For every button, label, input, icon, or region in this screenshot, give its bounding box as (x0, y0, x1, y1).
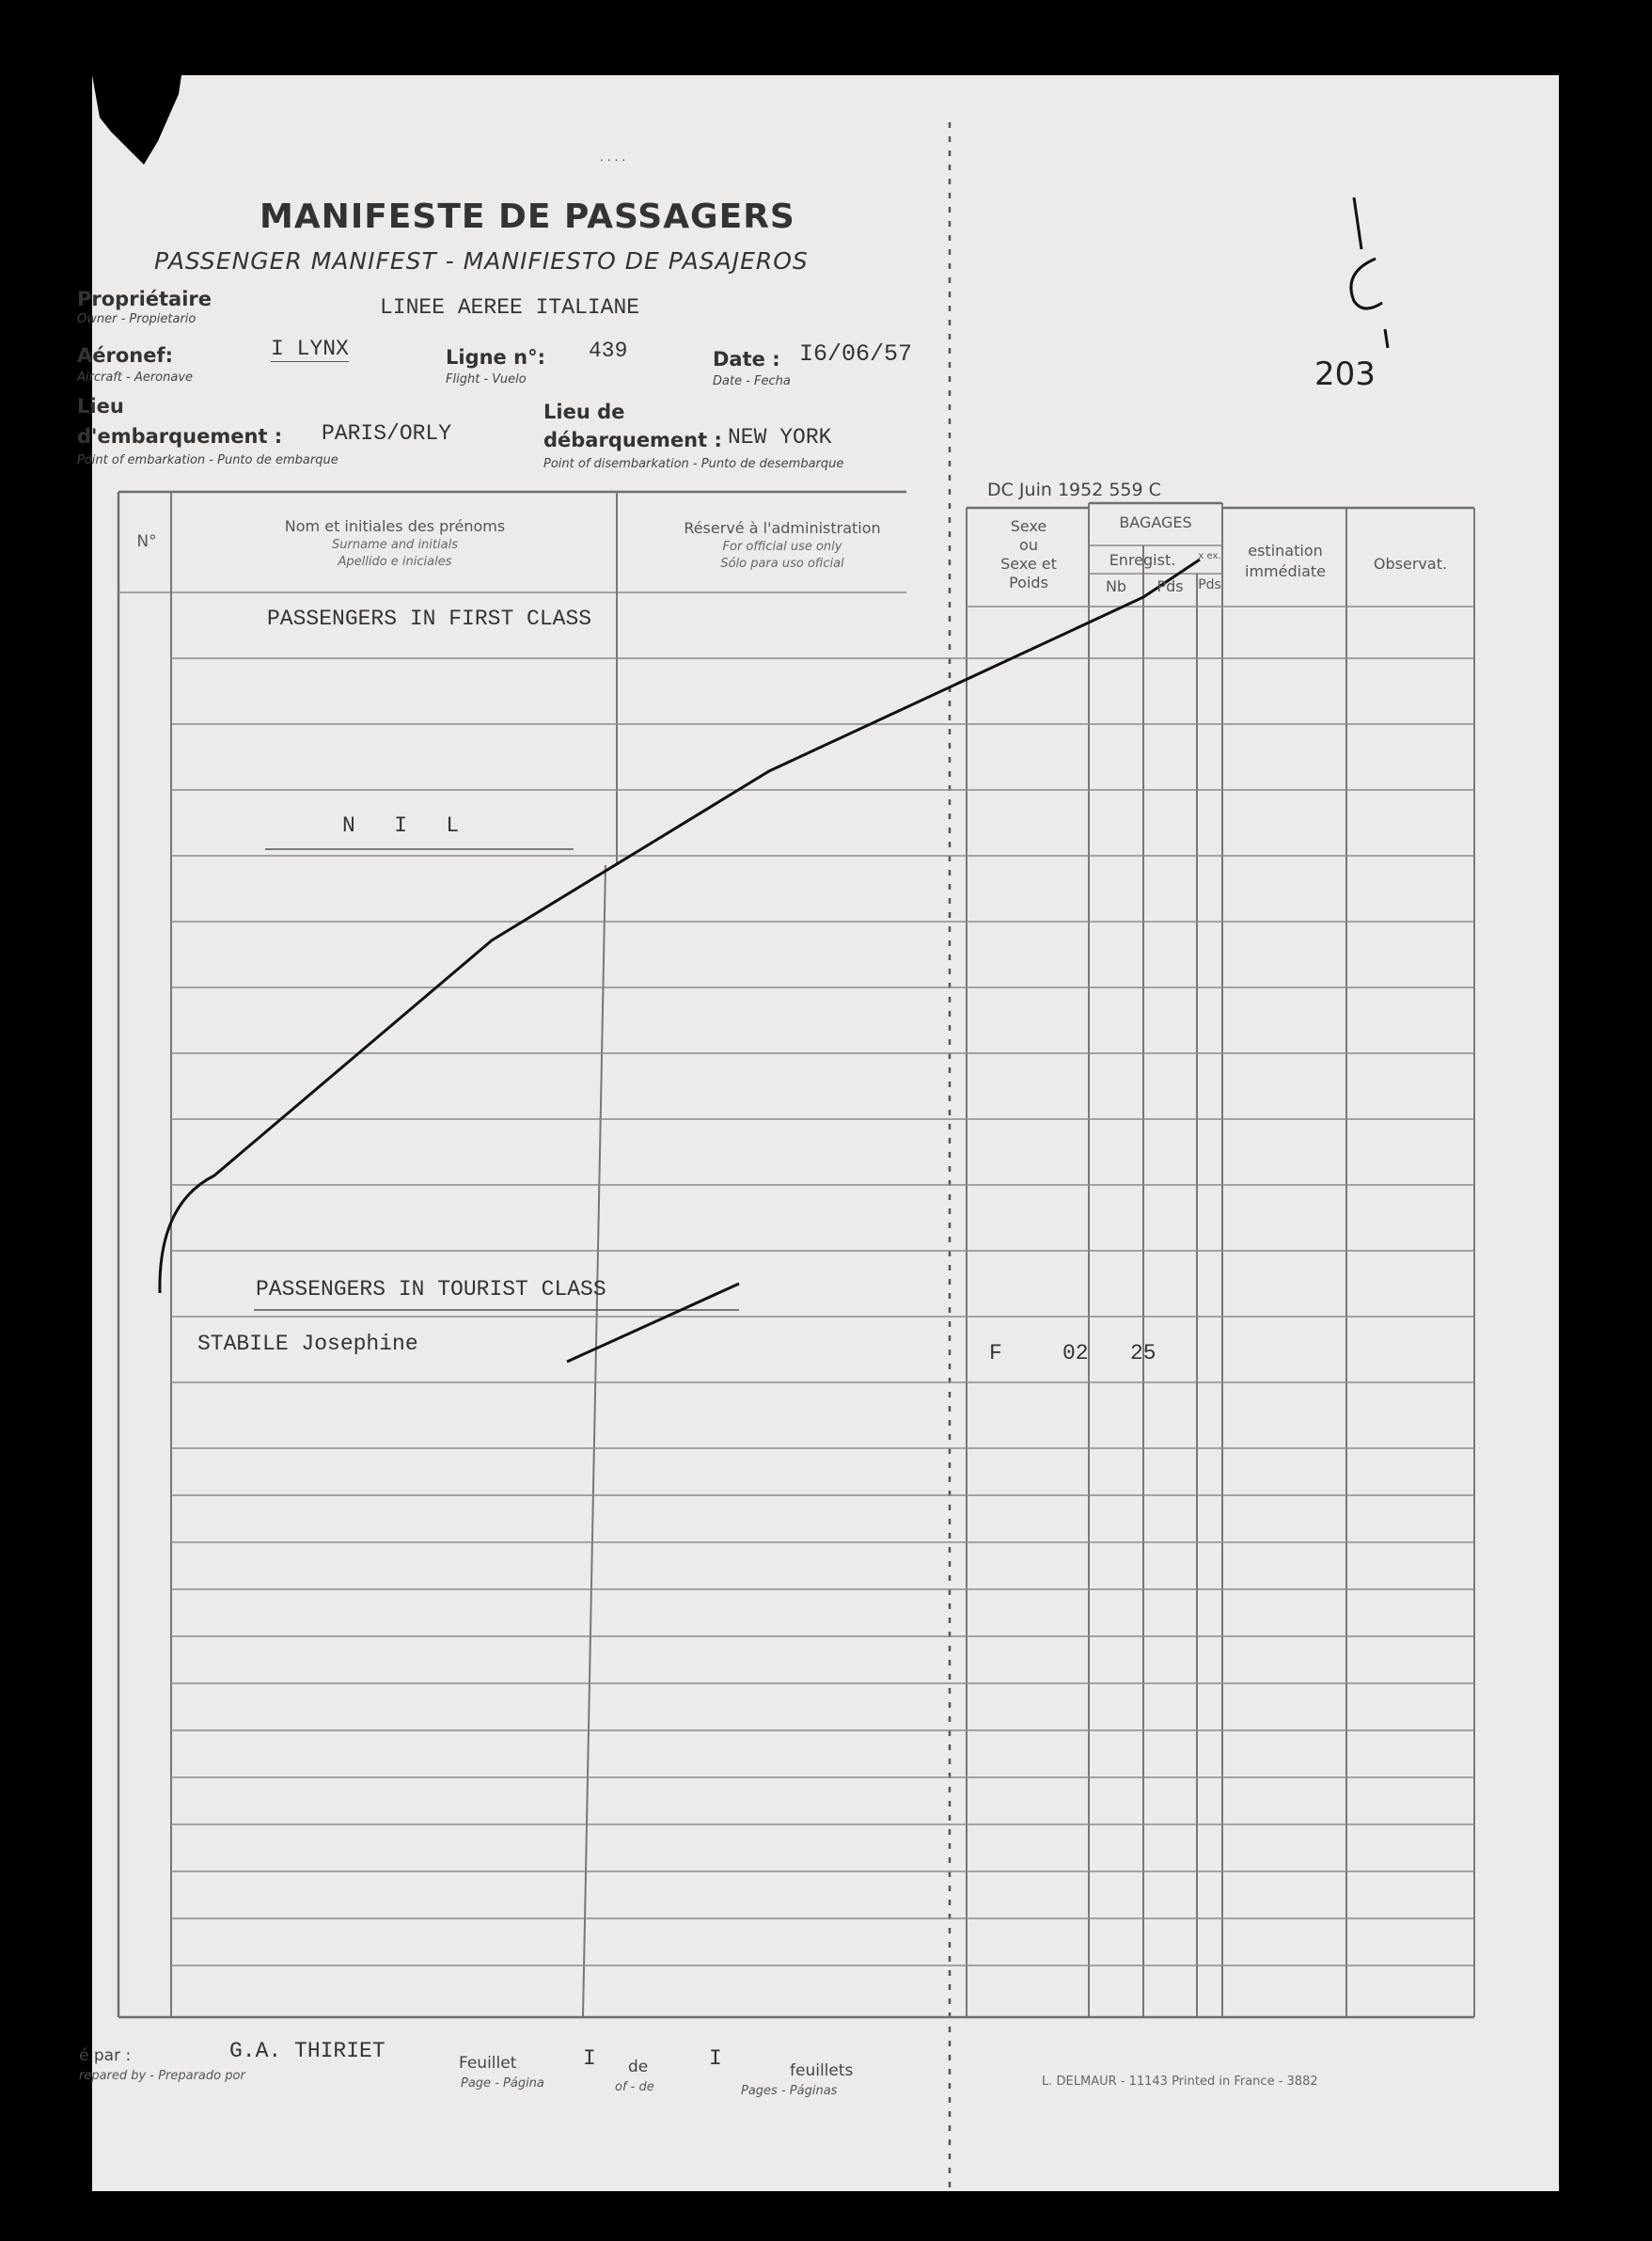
prepared-sub: repared by - Preparado por (79, 2069, 245, 2083)
col-sex-3: Sexe et (1000, 555, 1057, 573)
passenger-name: STABILE Josephine (197, 1332, 418, 1356)
of-value: I (709, 2046, 722, 2071)
col-name-en: Surname and initials (332, 538, 458, 552)
form-title: MANIFESTE DE PASSAGERS (260, 197, 795, 236)
passenger-sex: F (989, 1341, 1002, 1365)
pages-sub: Pages - Páginas (741, 2084, 838, 2098)
col-no: N° (136, 532, 157, 551)
col-ex: x ex. (1198, 551, 1221, 561)
col-destination-1: estination (1248, 542, 1323, 560)
prepared-value: G.A. THIRIET (229, 2039, 385, 2063)
flight-value: 439 (589, 339, 628, 363)
page-sub: Page - Página (461, 2076, 544, 2091)
col-sex-4: Poids (1009, 574, 1048, 592)
strike-through-line (160, 560, 1200, 1293)
sheet-value: I (583, 2046, 596, 2071)
stamp-dots: . . . . (600, 149, 626, 164)
date-value: I6/06/57 (799, 340, 913, 368)
disembark-sub: Point of disembarkation - Punto de desembarque (543, 457, 844, 471)
sheet-label: Feuillet (459, 2054, 517, 2073)
col-enregist: Enregist. (1109, 551, 1176, 569)
hand-mark (1350, 268, 1351, 269)
first-class-heading: PASSENGERS IN FIRST CLASS (267, 607, 592, 631)
col-reserved-en: For official use only (722, 540, 842, 554)
col-sex-1: Sexe (1010, 517, 1047, 535)
flight-label: Ligne n°: (446, 346, 545, 369)
disembark-value: NEW YORK (728, 425, 832, 450)
page-number: 203 (1314, 355, 1376, 393)
prepared-label: é par : (79, 2046, 132, 2065)
of-label: de (628, 2058, 649, 2076)
col-nb: Nb (1105, 577, 1127, 595)
owner-sub: Owner - Propietario (77, 312, 197, 326)
disembark-label-2: débarquement : (543, 429, 722, 451)
embark-value: PARIS/ORLY (322, 421, 452, 446)
form-subtitle: PASSENGER MANIFEST - MANIFIESTO DE PASAJEROS (154, 247, 809, 275)
aircraft-label: Aéronef: (77, 344, 174, 367)
flight-sub: Flight - Vuelo (446, 372, 527, 387)
passenger-bag-nb: 02 (1062, 1341, 1089, 1365)
col-reserved-fr: Réservé à l'administration (684, 519, 881, 537)
col-destination-2: immédiate (1245, 562, 1326, 580)
col-pds-2: Pds (1198, 577, 1221, 592)
col-name-fr: Nom et initiales des prénoms (284, 517, 506, 535)
tourist-class-heading: PASSENGERS IN TOURIST CLASS (256, 1277, 606, 1302)
col-name-es: Apellido e iniciales (338, 555, 452, 569)
col-reserved-es: Sólo para uso oficial (720, 557, 844, 571)
disembark-label-1: Lieu de (543, 401, 625, 423)
passenger-bag-pds: 25 (1130, 1341, 1156, 1365)
of-sub: of - de (615, 2080, 654, 2094)
col-observat: Observat. (1373, 555, 1448, 573)
sheets-label: feuillets (790, 2061, 854, 2080)
aircraft-sub: Aircraft - Aeronave (77, 371, 194, 385)
embark-label-1: Lieu (77, 395, 124, 418)
col-sex-2: ou (1019, 536, 1038, 554)
nil-entry: N I L (342, 813, 460, 838)
aircraft-value: I LYNX (271, 337, 349, 361)
date-sub: Date - Fecha (713, 374, 791, 388)
torn-corner (92, 75, 181, 165)
owner-label: Propriétaire (77, 288, 212, 310)
form-code: DC Juin 1952 559 C (987, 480, 1161, 500)
date-label: Date : (713, 348, 780, 371)
embark-sub: Point of embarkation - Punto de embarque (77, 453, 338, 467)
printer-imprint: L. DELMAUR - 11143 Printed in France - 3882 (1042, 2075, 1318, 2089)
manifest-sheet (77, 75, 1559, 2191)
col-bagages: BAGAGES (1119, 513, 1192, 531)
col-pds: Pds (1156, 577, 1184, 595)
embark-label-2: d'embarquement : (77, 425, 283, 448)
owner-value: LINEE AEREE ITALIANE (380, 295, 640, 320)
